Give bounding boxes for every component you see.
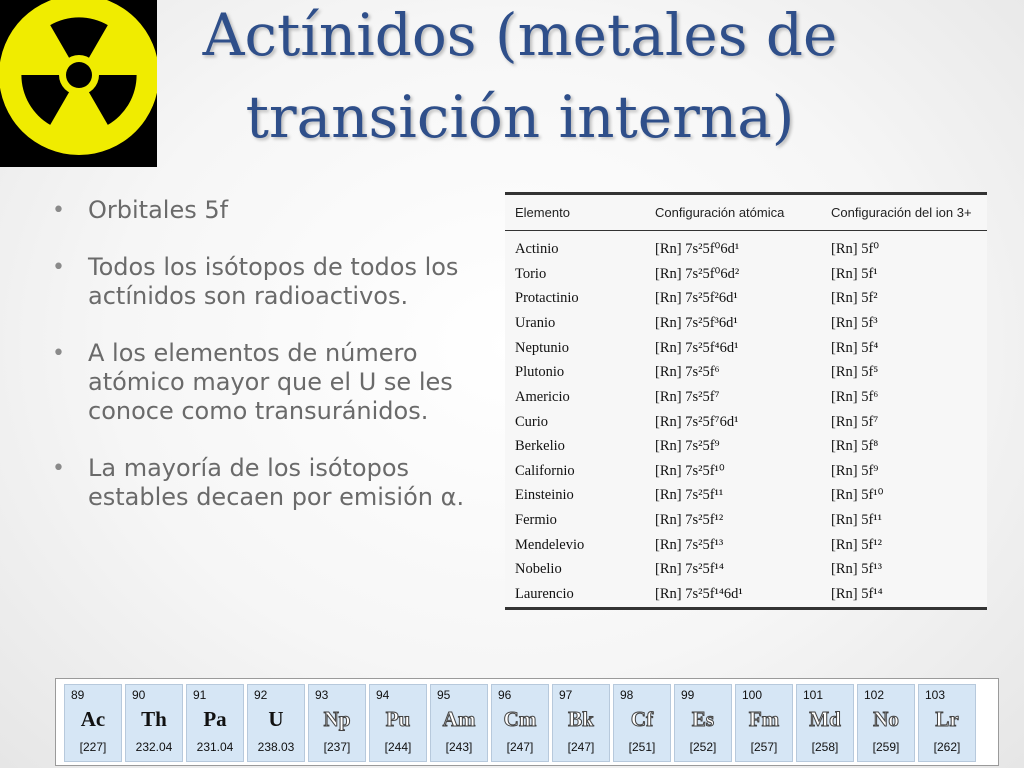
- element-symbol: Th: [141, 707, 167, 731]
- cell-element: Fermio: [515, 512, 557, 529]
- element-mass: [257]: [750, 740, 778, 754]
- cell-ion-config: [Rn] 5f⁶: [831, 388, 879, 405]
- cell-ion-config: [Rn] 5f⁹: [831, 462, 879, 479]
- bullet-text: A los elementos de número atómico mayor que el U se les conoce como transuránidos.: [88, 339, 453, 425]
- bullet-item: [42, 196, 482, 225]
- element-number: 93: [315, 688, 329, 702]
- element-symbol: Lr: [935, 707, 959, 731]
- element-cell: [857, 684, 915, 762]
- cell-atomic-config: [Rn] 7s²5f⁰6d¹: [655, 240, 740, 257]
- element-mass: 238.03: [257, 740, 295, 754]
- table-row: [505, 262, 987, 287]
- element-number: 98: [620, 688, 634, 702]
- cell-atomic-config: [Rn] 7s²5f¹³: [655, 536, 724, 553]
- cell-element: Einsteinio: [515, 487, 574, 504]
- cell-ion-config: [Rn] 5f¹³: [831, 561, 882, 578]
- element-number: 92: [254, 688, 268, 702]
- element-mass: [243]: [445, 740, 473, 754]
- cell-element: Protactinio: [515, 290, 579, 307]
- cell-ion-config: [Rn] 5f¹²: [831, 536, 882, 553]
- cell-ion-config: [Rn] 5f²: [831, 290, 878, 307]
- table-row: [505, 533, 987, 558]
- title-line-2: transición interna): [245, 83, 795, 151]
- element-number: 94: [376, 688, 390, 702]
- element-mass: 232.04: [135, 740, 173, 754]
- bullet-dot-icon: •: [52, 255, 65, 280]
- element-cell: [735, 684, 793, 762]
- cell-element: Curio: [515, 413, 549, 430]
- bullet-text: Todos los isótopos de todos los actínidos son radioactivos.: [88, 253, 459, 310]
- element-cell: [125, 684, 183, 762]
- header-element: Elemento: [505, 194, 645, 231]
- cell-ion-config: [Rn] 5f¹⁰: [831, 487, 884, 504]
- element-number: 96: [498, 688, 512, 702]
- element-cell: [369, 684, 427, 762]
- table-row: [505, 459, 987, 484]
- cell-atomic-config: [Rn] 7s²5f¹¹: [655, 487, 724, 504]
- element-mass: [262]: [933, 740, 961, 754]
- cell-element: Californio: [515, 462, 575, 479]
- element-cell: [918, 684, 976, 762]
- bullet-text: Orbitales 5f: [88, 196, 229, 224]
- element-mass: [251]: [628, 740, 656, 754]
- element-cell: [796, 684, 854, 762]
- element-number: 103: [925, 688, 946, 702]
- cell-atomic-config: [Rn] 7s²5f⁴6d¹: [655, 339, 739, 356]
- cell-atomic-config: [Rn] 7s²5f⁷: [655, 388, 720, 405]
- element-cell: [491, 684, 549, 762]
- element-cell: [430, 684, 488, 762]
- element-symbol: Cf: [630, 707, 654, 731]
- table-row: [505, 410, 987, 435]
- table-row: [505, 484, 987, 509]
- cell-atomic-config: [Rn] 7s²5f¹⁰: [655, 462, 725, 479]
- cell-element: Nobelio: [515, 561, 562, 578]
- cell-element: Neptunio: [515, 339, 569, 356]
- table-row: [505, 336, 987, 361]
- element-cell: [308, 684, 366, 762]
- cell-ion-config: [Rn] 5f⁸: [831, 438, 879, 455]
- element-symbol: U: [268, 707, 284, 731]
- bullet-item: [42, 339, 482, 426]
- cell-atomic-config: [Rn] 7s²5f¹²: [655, 512, 724, 529]
- cell-ion-config: [Rn] 5f¹: [831, 265, 878, 282]
- cell-ion-config: [Rn] 5f¹¹: [831, 512, 882, 529]
- element-mass: [244]: [384, 740, 412, 754]
- cell-element: Actinio: [515, 240, 559, 257]
- table-row: [505, 231, 987, 262]
- header-atomic-config: Configuración atómica: [645, 194, 821, 231]
- cell-element: Torio: [515, 265, 547, 282]
- element-mass: [247]: [567, 740, 595, 754]
- element-number: 102: [864, 688, 885, 702]
- bullet-dot-icon: •: [52, 341, 65, 366]
- element-number: 101: [803, 688, 824, 702]
- element-cell: [247, 684, 305, 762]
- element-mass: 231.04: [196, 740, 234, 754]
- bullet-item: [42, 253, 482, 311]
- title-line-1: Actínidos (metales de: [202, 1, 838, 69]
- cell-atomic-config: [Rn] 7s²5f²6d¹: [655, 290, 738, 307]
- element-symbol: Pa: [203, 707, 227, 731]
- table-row: [505, 385, 987, 410]
- cell-atomic-config: [Rn] 7s²5f⁰6d²: [655, 265, 740, 282]
- table-row: [505, 311, 987, 336]
- element-symbol: Fm: [748, 707, 780, 731]
- bullet-dot-icon: •: [52, 456, 65, 481]
- element-symbol: Pu: [385, 707, 411, 731]
- cell-ion-config: [Rn] 5f³: [831, 314, 878, 331]
- header-ion-config: Configuración del ion 3+: [821, 194, 987, 231]
- cell-atomic-config: [Rn] 7s²5f⁹: [655, 438, 720, 455]
- element-symbol: Ac: [80, 707, 106, 731]
- element-symbol: Cm: [503, 707, 537, 731]
- element-mass: [252]: [689, 740, 717, 754]
- element-symbol: Es: [691, 707, 715, 731]
- cell-atomic-config: [Rn] 7s²5f³6d¹: [655, 314, 738, 331]
- table-row: [505, 558, 987, 583]
- cell-ion-config: [Rn] 5f⁴: [831, 339, 879, 356]
- cell-element: Laurencio: [515, 586, 574, 603]
- element-symbol: Am: [442, 707, 476, 731]
- radiation-hazard-icon: [0, 0, 157, 167]
- cell-ion-config: [Rn] 5f¹⁴: [831, 586, 883, 603]
- cell-ion-config: [Rn] 5f⁷: [831, 413, 879, 430]
- table-row: [505, 434, 987, 459]
- element-mass: [258]: [811, 740, 839, 754]
- slide-title: [170, 0, 870, 158]
- element-cell: [674, 684, 732, 762]
- element-symbol: Np: [323, 707, 351, 731]
- table-row: [505, 286, 987, 311]
- element-mass: [237]: [323, 740, 351, 754]
- cell-element: Americio: [515, 388, 570, 405]
- element-cell: [64, 684, 122, 762]
- table-row: [505, 582, 987, 608]
- cell-atomic-config: [Rn] 7s²5f¹⁴: [655, 561, 724, 578]
- element-cell: [552, 684, 610, 762]
- element-symbol: Md: [809, 707, 841, 731]
- actinide-periodic-strip: [55, 678, 999, 766]
- bullet-text: La mayoría de los isótopos estables decaen por emisión α.: [88, 454, 465, 511]
- element-number: 97: [559, 688, 573, 702]
- cell-atomic-config: [Rn] 7s²5f¹⁴6d¹: [655, 586, 743, 603]
- element-number: 89: [71, 688, 85, 702]
- cell-ion-config: [Rn] 5f⁵: [831, 364, 879, 381]
- element-number: 91: [193, 688, 207, 702]
- element-symbol: No: [873, 707, 899, 731]
- cell-element: Uranio: [515, 314, 556, 331]
- element-number: 99: [681, 688, 695, 702]
- cell-atomic-config: [Rn] 7s²5f⁷6d¹: [655, 413, 739, 430]
- cell-ion-config: [Rn] 5f⁰: [831, 240, 880, 257]
- cell-atomic-config: [Rn] 7s²5f⁶: [655, 364, 720, 381]
- element-number: 100: [742, 688, 763, 702]
- element-cell: [186, 684, 244, 762]
- cell-element: Plutonio: [515, 364, 565, 381]
- table-header-row: [505, 194, 987, 231]
- bullet-dot-icon: •: [52, 198, 65, 223]
- element-number: 90: [132, 688, 146, 702]
- cell-element: Berkelio: [515, 438, 565, 455]
- element-number: 95: [437, 688, 451, 702]
- bullet-list: [42, 196, 482, 540]
- element-mass: [227]: [79, 740, 107, 754]
- element-mass: [247]: [506, 740, 534, 754]
- electron-configuration-table: [505, 192, 987, 610]
- bullet-item: [42, 454, 482, 512]
- element-symbol: Bk: [568, 707, 594, 731]
- table-row: [505, 508, 987, 533]
- element-mass: [259]: [872, 740, 900, 754]
- element-cell: [613, 684, 671, 762]
- table-row: [505, 360, 987, 385]
- cell-element: Mendelevio: [515, 536, 585, 553]
